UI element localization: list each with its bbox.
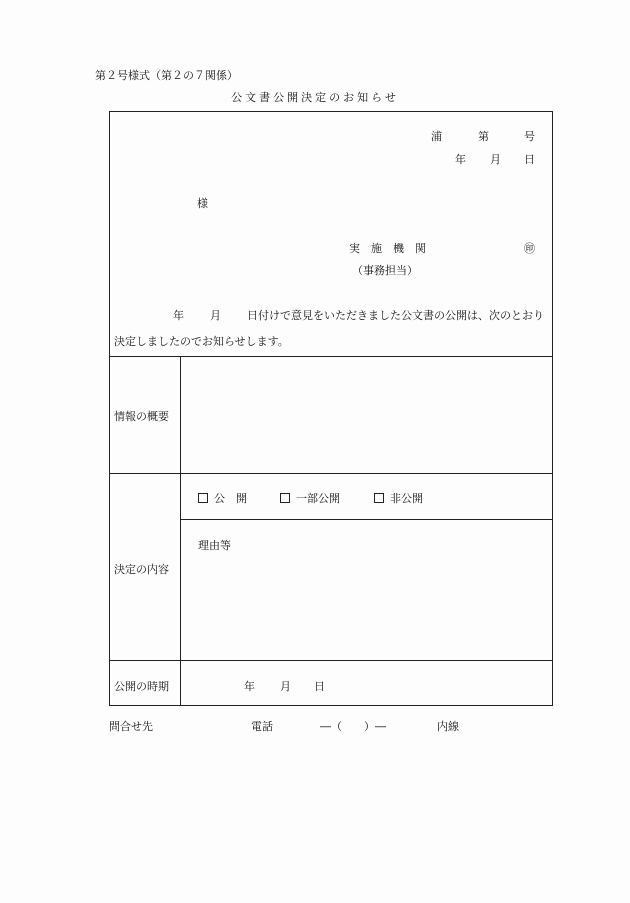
notice-body: 日付けで意見をいただきました公文書の公開は、次のとおり決定しましたのでお知らせします。 [114,309,544,348]
summary-row-rule [109,473,553,474]
option-partial-disclose-label: 一部公開 [296,492,340,505]
reference-ura: 浦 [431,130,442,143]
options-row-rule [180,519,553,520]
info-summary-label: 情報の概要 [114,410,169,423]
option-nondisclose[interactable] [374,490,423,506]
document-title: 公文書公開決定のお知らせ [231,91,399,104]
option-nondisclose-label: 非公開 [390,492,423,505]
checkbox-disclose[interactable] [198,493,208,503]
option-disclose-label: 公 開 [214,492,247,505]
office-in-charge: （事務担当） [352,264,418,277]
reference-dai: 第 [478,130,489,143]
phone-number-format: ―（ ）― [320,720,386,733]
date-year: 年 [455,153,466,166]
form-frame [109,111,553,706]
extension-label: 内線 [437,720,459,733]
date-day: 日 [524,153,535,166]
sender-agency: 実 施 機 関 [349,242,426,255]
timing-month: 月 [280,680,291,693]
table-top-rule [109,356,553,357]
seal-mark: ㊞ [524,242,535,255]
notice-text [114,303,550,355]
label-column-divider [180,356,181,706]
date-month: 月 [490,153,501,166]
checkbox-partial-disclose[interactable] [280,493,290,503]
option-disclose[interactable] [198,490,247,506]
form-number: 第２号様式（第２の７関係） [95,69,238,82]
reason-label: 理由等 [198,539,231,552]
recipient-honorific: 様 [197,197,208,210]
inquiry-label: 問合せ先 [109,720,153,733]
notice-year: 年 [173,309,184,322]
option-partial-disclose[interactable] [280,490,340,506]
disclosure-timing-label: 公開の時期 [114,680,169,693]
phone-label: 電話 [251,720,273,733]
decision-content-label: 決定の内容 [114,563,169,576]
checkbox-nondisclose[interactable] [374,493,384,503]
timing-year: 年 [244,680,255,693]
notice-month: 月 [210,309,221,322]
timing-day: 日 [314,680,325,693]
decision-row-rule [109,660,553,661]
reference-go: 号 [524,130,535,143]
